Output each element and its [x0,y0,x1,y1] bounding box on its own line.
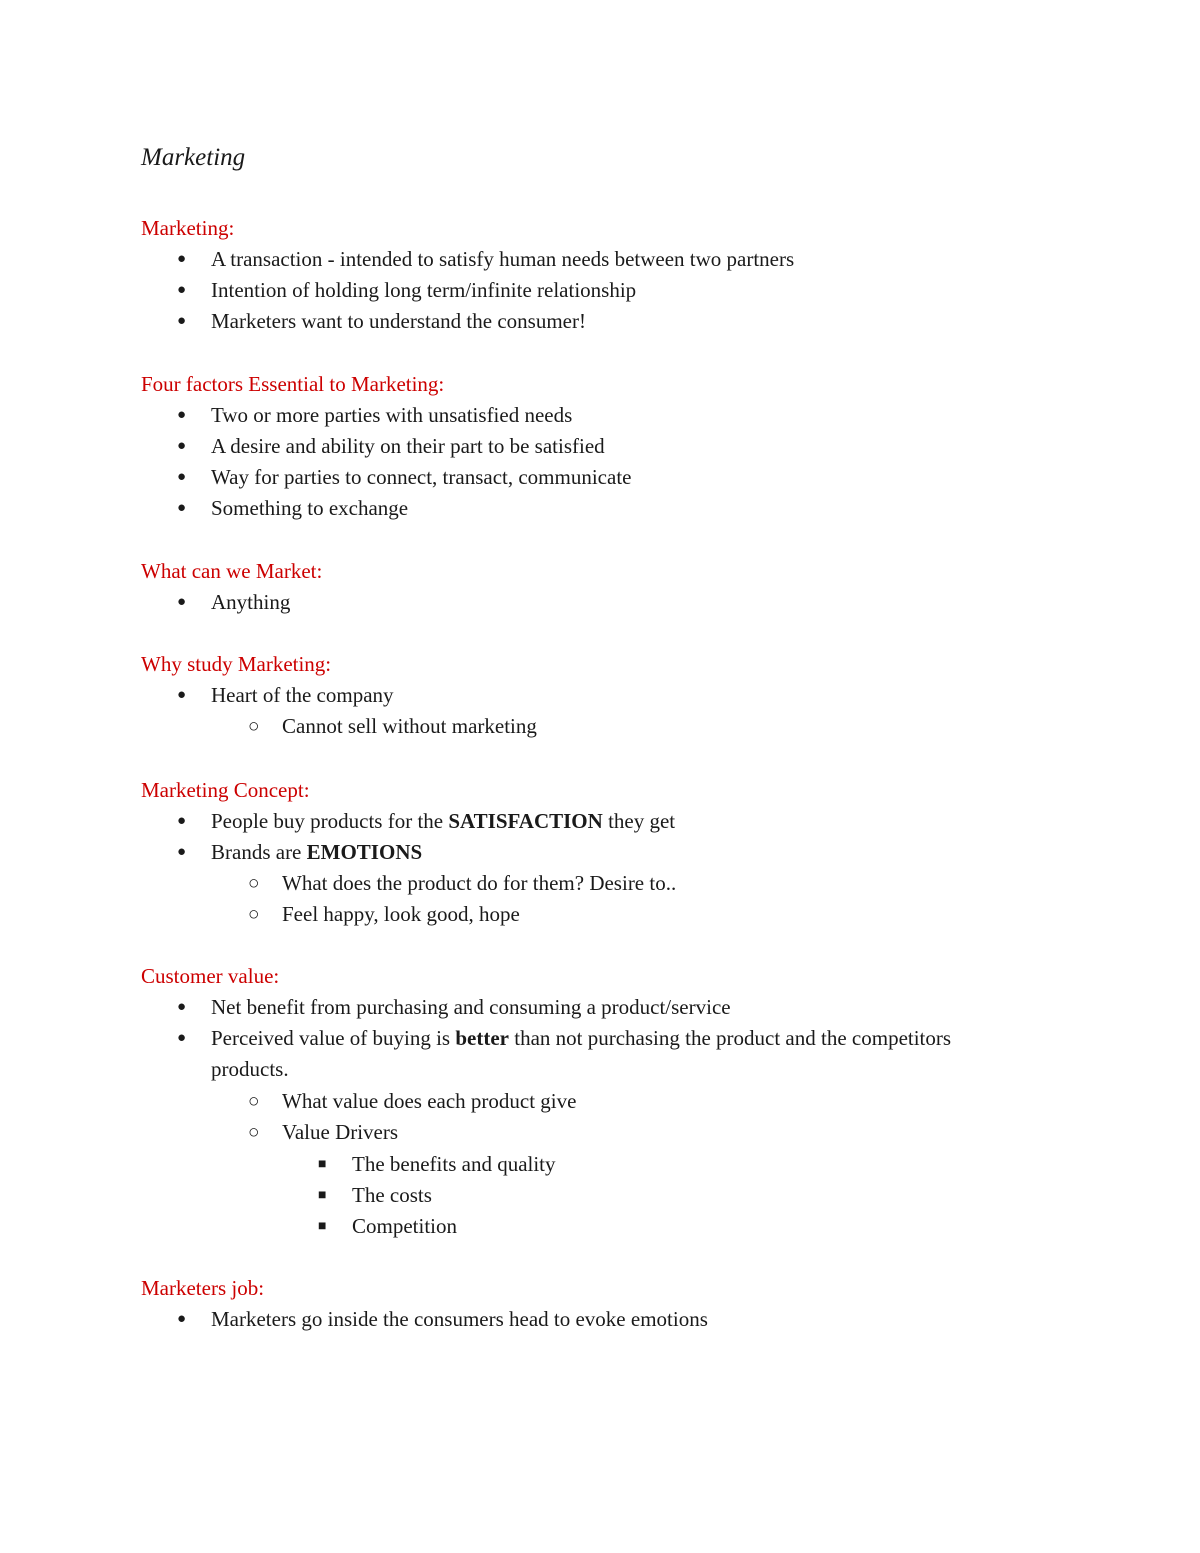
bullet-icon: ● [177,500,187,516]
emphasis-text: better [455,1026,509,1050]
bullet-icon: ● [177,813,187,829]
bullet-icon: ● [177,251,187,267]
bullet-icon: ● [177,844,187,860]
bullet-icon: ● [177,1311,187,1327]
square-bullet-icon: ■ [318,1157,327,1172]
emphasis-text: EMOTIONS [306,840,423,864]
section-heading-marketing: Marketing: [141,216,235,240]
section-heading-what-can-we-market: What can we Market: [141,559,323,583]
section-heading-marketers-job: Marketers job: [141,1276,265,1300]
bullet-icon: ● [177,1030,187,1046]
square-bullet-icon: ■ [318,1219,327,1234]
document-page: Marketing Marketing: ● A transaction - intended to satisfy human needs between two partners ● Intention of holding long term/infinite relationship ● Marketers want to understand the consumer! Four factors Essential to Marketing: ● Two or more parties with unsatisfied needs ● A desire and ability on their part to be satisfied ● Way for parties to connect, transact, communicate ● Something to exchange What can we Market: ● Anything Why study Marketing: ● Heart of the company ○ Cannot sell without marketing Marketing Concept: ● People buy products for the SATISFACTION they get ● Brands are EMOTIONS ○ What does the product do for them? Desire to.. ○ Feel happy, look good, hope Customer value: ● Net benefit from purchasing and consuming a product/service ● Perceived value of buying is better than not purchasing the product and the competitors products. ○ What value does each product give ○ Value Drivers ■ The benefits and quality ■ The costs ■ Competition Marketers job: ● Marketers go inside the consumers head to evoke emotions [0,0,1200,1553]
section-heading-why-study: Why study Marketing: [141,652,332,676]
bullet-icon: ● [177,999,187,1015]
bullet-icon: ● [177,438,187,454]
hollow-bullet-icon: ○ [248,1122,260,1143]
section-heading-marketing-concept: Marketing Concept: [141,778,310,802]
hollow-bullet-icon: ○ [248,873,260,894]
emphasis-text: SATISFACTION [448,809,603,833]
hollow-bullet-icon: ○ [248,904,260,925]
list-item-continuation: products. [211,1057,289,1081]
square-bullet-icon: ■ [318,1188,327,1203]
section-heading-four-factors: Four factors Essential to Marketing: [141,372,445,396]
bullet-icon: ● [177,407,187,423]
bullet-icon: ● [177,469,187,485]
section-heading-customer-value: Customer value: [141,964,280,988]
bullet-icon: ● [177,282,187,298]
bullet-icon: ● [177,313,187,329]
hollow-bullet-icon: ○ [248,716,260,737]
hollow-bullet-icon: ○ [248,1091,260,1112]
bullet-icon: ● [177,687,187,703]
document-title: Marketing [141,144,246,171]
bullet-icon: ● [177,594,187,610]
